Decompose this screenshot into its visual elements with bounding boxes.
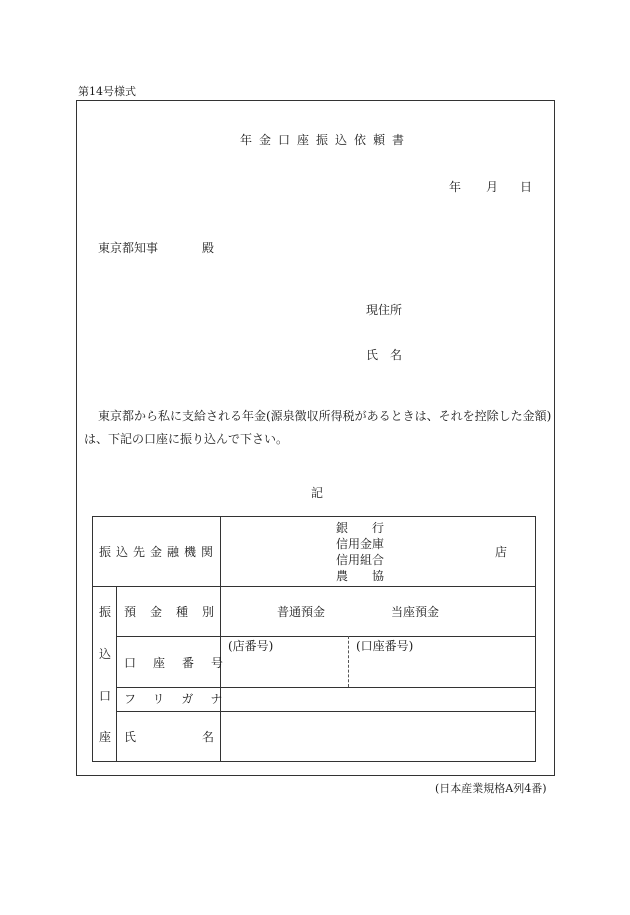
institution-shinkin: 信用金庫 bbox=[336, 537, 385, 551]
account-number-sub-label: (口座番号) bbox=[356, 639, 414, 653]
address-label: 現住所 bbox=[366, 303, 403, 317]
furigana-label: フリガナ bbox=[124, 692, 240, 706]
date-month-label: 月 bbox=[486, 180, 499, 194]
applicant-name-label-first: 氏 bbox=[366, 348, 379, 362]
ki-heading: 記 bbox=[311, 486, 324, 500]
side-label-char-4: 座 bbox=[99, 730, 112, 744]
institution-credit-union: 信用組合 bbox=[336, 553, 385, 567]
holder-name-label-first: 氏 bbox=[124, 730, 137, 744]
institution-agricultural-coop: 農 協 bbox=[336, 569, 385, 583]
side-label-char-2: 込 bbox=[99, 647, 112, 661]
page-title: 年金口座振込依頼書 bbox=[240, 133, 412, 147]
institution-bank: 銀 行 bbox=[336, 521, 385, 535]
request-text-line-1: 東京都から私に支給される年金(源泉徴収所得税があるときは、それを控除した金額) bbox=[98, 409, 552, 423]
table-rule-account-divider bbox=[348, 636, 349, 687]
addressee-name: 東京都知事 bbox=[98, 241, 159, 255]
bank-label: 振込先金融機関 bbox=[99, 545, 219, 559]
paper-standard-note: (日本産業規格A列4番) bbox=[435, 782, 547, 795]
table-rule-furigana-bottom bbox=[116, 711, 536, 712]
deposit-option-ordinary[interactable]: 普通預金 bbox=[277, 605, 326, 619]
table-rule-label-column bbox=[220, 516, 221, 762]
date-year-label: 年 bbox=[449, 180, 462, 194]
branch-label: 店 bbox=[495, 545, 508, 559]
addressee-honorific: 殿 bbox=[202, 241, 215, 255]
side-label-char-3: 口 bbox=[99, 689, 112, 703]
holder-name-label-second: 名 bbox=[202, 730, 215, 744]
deposit-type-label: 預金種別 bbox=[124, 605, 229, 619]
request-text-line-2: は、下記の口座に振り込んで下さい。 bbox=[84, 432, 289, 446]
table-rule-bank-bottom bbox=[92, 586, 536, 587]
side-label-char-1: 振 bbox=[99, 605, 112, 619]
branch-number-label: (店番号) bbox=[228, 639, 274, 653]
deposit-option-current[interactable]: 当座預金 bbox=[391, 605, 440, 619]
form-code: 第14号様式 bbox=[78, 85, 136, 98]
table-rule-side-column bbox=[116, 586, 117, 762]
applicant-name-label-second: 名 bbox=[390, 348, 403, 362]
table-rule-deposit-bottom bbox=[116, 636, 536, 637]
date-day-label: 日 bbox=[520, 180, 533, 194]
table-rule-account-bottom bbox=[116, 687, 536, 688]
account-number-label: 口座番号 bbox=[124, 656, 241, 670]
